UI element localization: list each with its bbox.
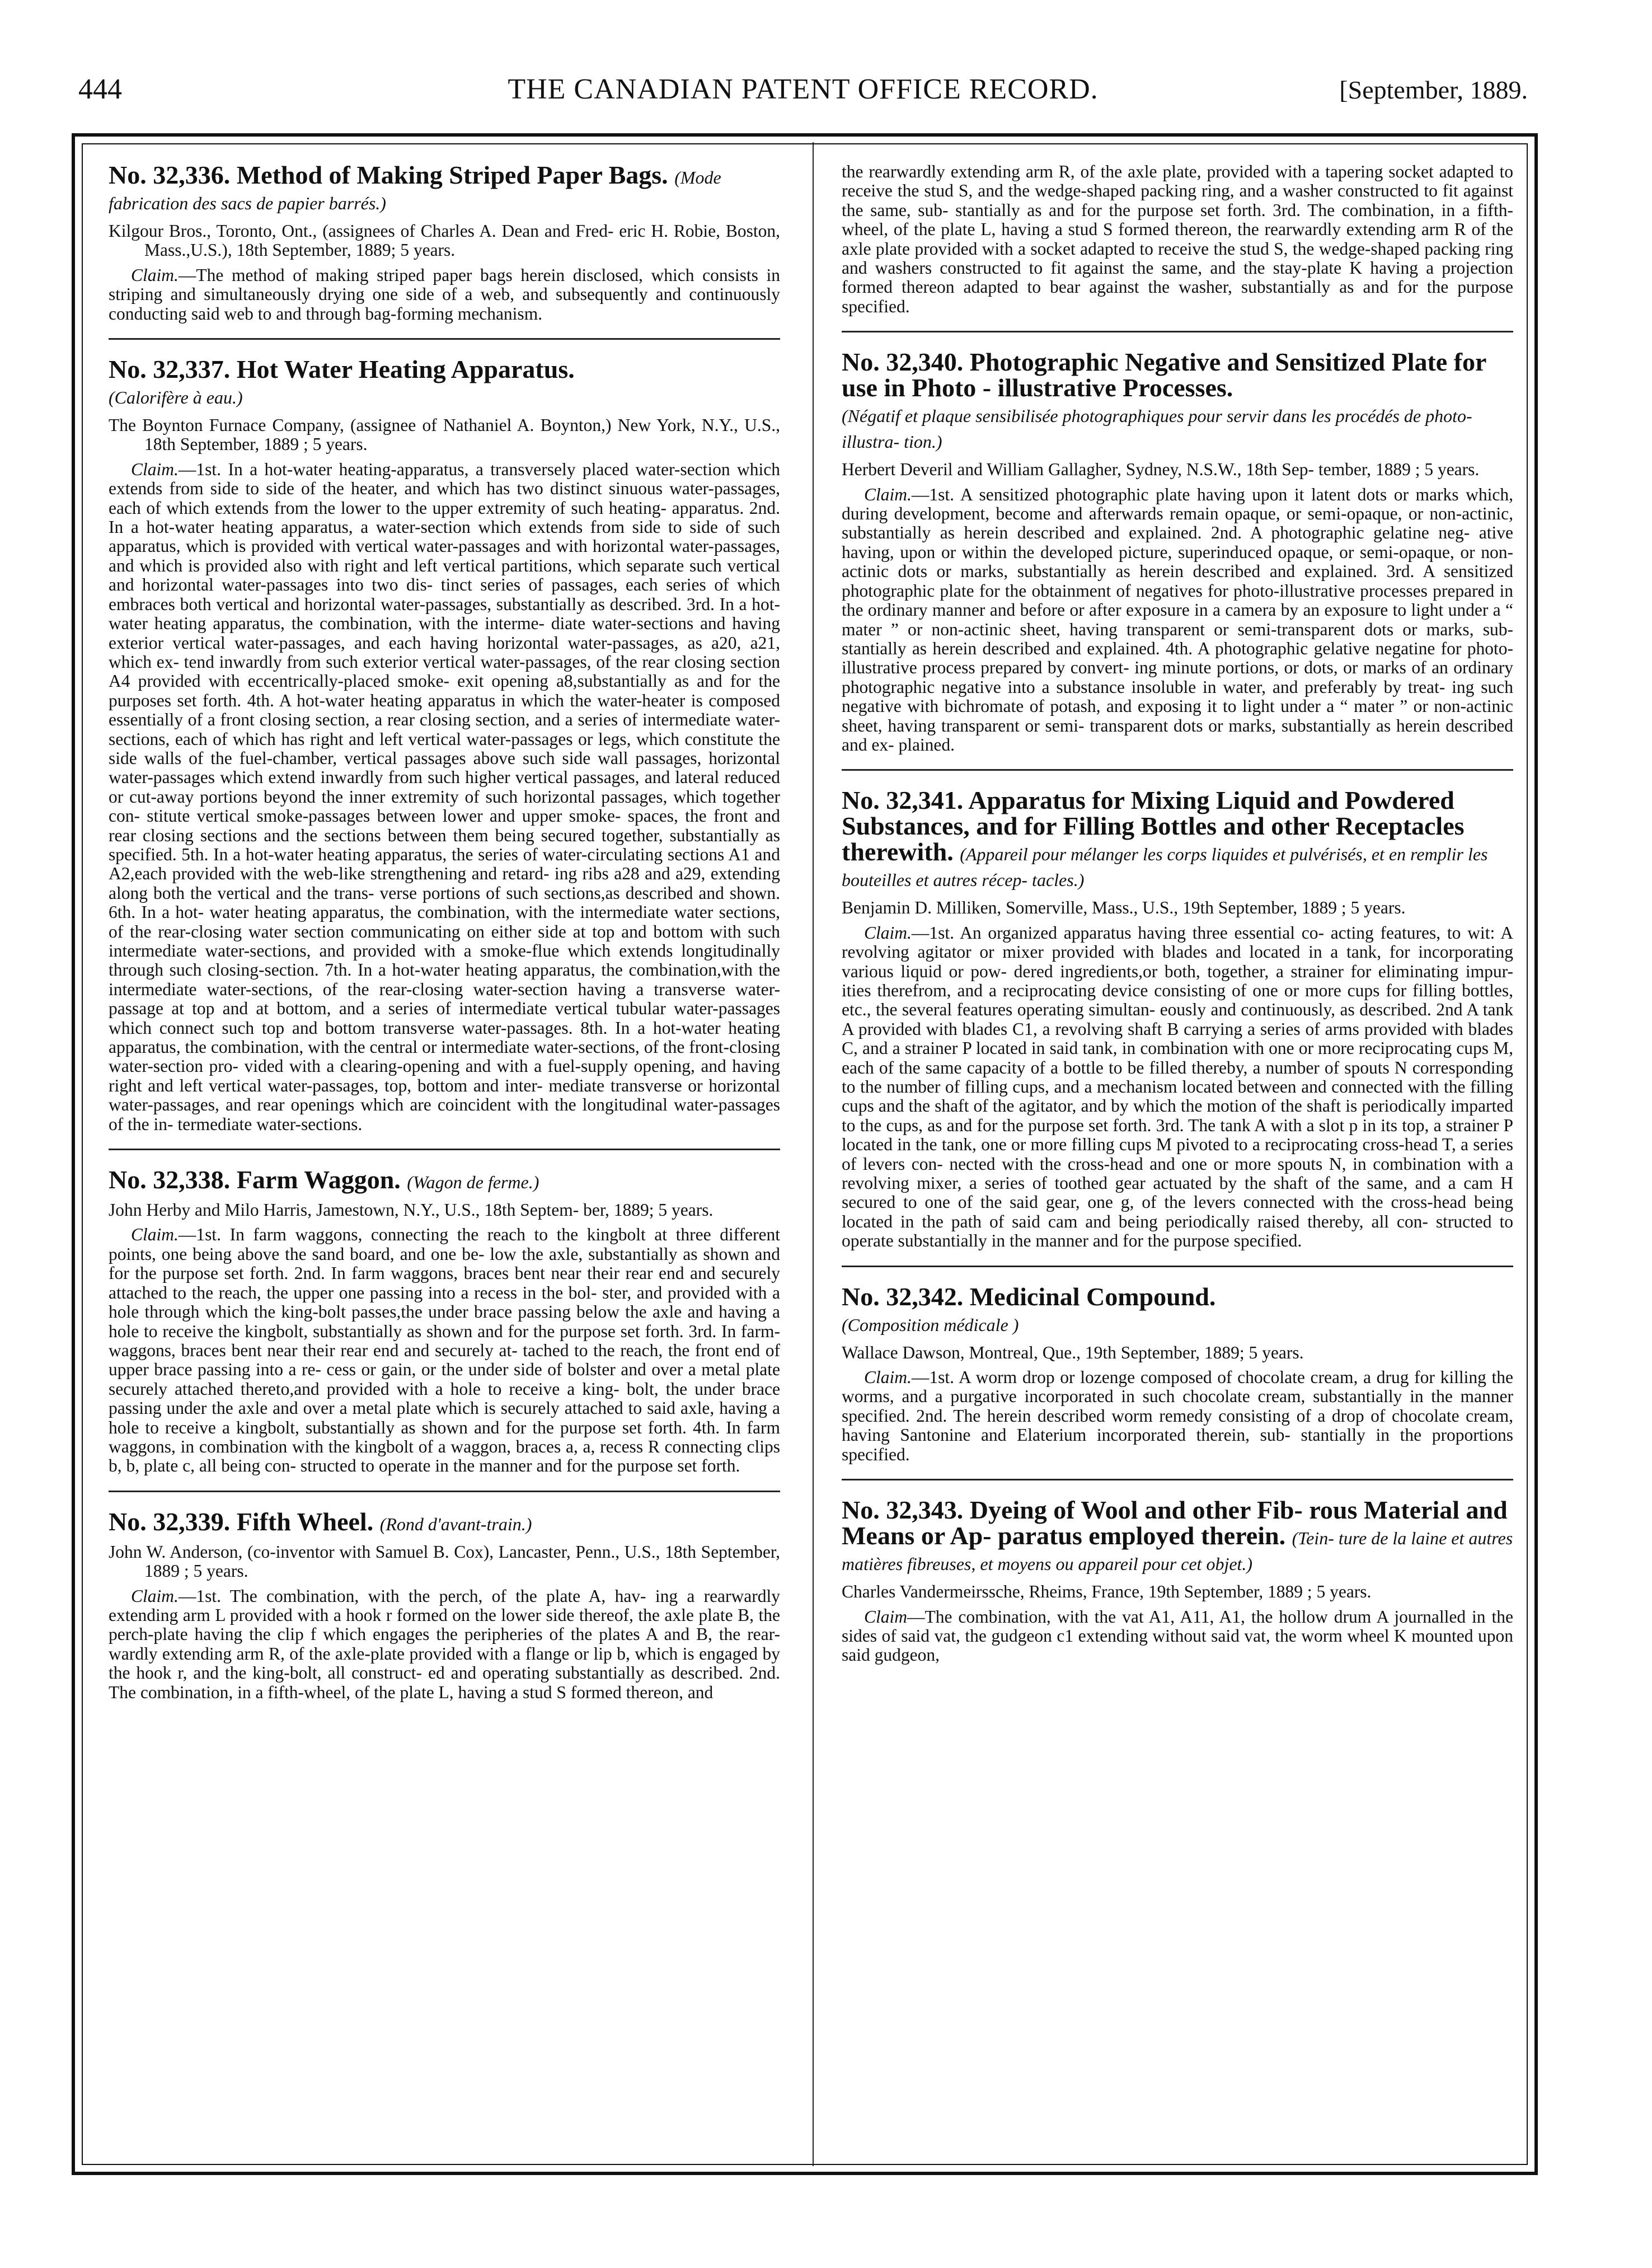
entry-french-title: (Composition médicale ) (842, 1314, 1019, 1335)
entry-number: No. 32,340. (842, 348, 964, 377)
patent-entry-32337 (109, 357, 780, 1134)
page-title: THE CANADIAN PATENT OFFICE RECORD. (508, 73, 1099, 105)
entry-heading (842, 349, 1513, 452)
patent-entry-32336 (109, 162, 780, 324)
patent-entry-32342 (842, 1284, 1513, 1464)
entry-number: No. 32,341. (842, 786, 964, 815)
entry-claim (109, 266, 780, 324)
entry-claim (842, 1368, 1513, 1464)
entry-french-title: (Calorifère à eau.) (109, 387, 243, 408)
entry-french-title: (Appareil pour mélanger les corps liquides et pulvérisés, et en remplir les bouteilles et autres récep- tacles.) (842, 844, 1488, 891)
claim-label: Claim. (131, 459, 179, 479)
entry-title: Medicinal Compound. (969, 1282, 1216, 1311)
claim-label: Claim. (131, 265, 179, 285)
claim-continuation: the rearwardly extending arm R, of the axle plate, provided with a tapering socket adapted to receive the stud S, and the wedge-shaped packing ring, and a washer constructed to fit against the same, sub- stantially as and for the purpose set forth. 3rd. The combination, in a fifth-wheel, of the plate L, having a stud S formed thereon, the rearwardly extending arm R of the axle plate provided with a socket adapted to receive the stud S, the wedge-shaped packing ring and washers constructed to fit against the same, and the stay-plate K having a projection formed thereon adapted to bear against the washer, substantially as and for the purpose specified. (842, 162, 1513, 316)
claim-text: —The method of making striped paper bags herein disclosed, which consists in striping and simultaneously drying one side of a web, and subsequently and continuously conducting said web to and through bag-forming mechanism. (109, 265, 780, 324)
page-date: [September, 1889. (1339, 76, 1528, 104)
entry-heading (109, 1167, 780, 1193)
page-frame (72, 133, 1538, 2175)
entry-number: No. 32,338. (109, 1165, 231, 1194)
claim-label: Claim (864, 1606, 908, 1627)
entry-separator (842, 1266, 1513, 1267)
entry-heading (842, 788, 1513, 891)
patent-entry-32339 (109, 1509, 780, 1702)
entry-applicant: Charles Vandermeirssche, Rheims, France, 19th September, 1889 ; 5 years. (842, 1582, 1372, 1602)
entry-title: Fifth Wheel. (236, 1507, 374, 1536)
entry-separator (842, 331, 1513, 332)
entry-separator (109, 1149, 780, 1150)
entry-french-title: (Wagon de ferme.) (407, 1172, 539, 1193)
entry-applicant: Wallace Dawson, Montreal, Que., 19th September, 1889; 5 years. (842, 1342, 1304, 1362)
entry-heading (109, 357, 780, 408)
patent-entry-32343 (842, 1497, 1513, 1665)
entry-number: No. 32,342. (842, 1282, 964, 1311)
entry-french-title: (Rond d'avant-train.) (379, 1513, 532, 1534)
entry-title: Photographic Negative and Sensitized Plate for use in Photo - illustrative Processes. (842, 348, 1486, 402)
left-column (109, 162, 780, 1702)
entry-number: No. 32,339. (109, 1507, 231, 1536)
patent-entry-32340 (842, 349, 1513, 755)
entry-french-title: (Tein- ture de la laine et autres matières fibreuses, et moyens ou appareil pour cet objet.) (842, 1528, 1513, 1575)
entry-french-title: (Mode fabrication des sacs de papier barrés.) (109, 167, 721, 213)
claim-label: Claim. (864, 484, 912, 504)
patent-entry-32338 (109, 1167, 780, 1476)
entry-claim (109, 1587, 780, 1702)
entry-heading (109, 1509, 780, 1535)
entry-applicant: Benjamin D. Milliken, Somerville, Mass., U.S., 19th September, 1889 ; 5 years. (842, 898, 1406, 918)
entry-title: Hot Water Heating Apparatus. (236, 355, 575, 384)
entry-title: Method of Making Striped Paper Bags. (236, 161, 668, 189)
entry-heading (109, 162, 780, 214)
entry-title: Dyeing of Wool and other Fib- rous Material and Means or Ap- paratus employed therein. (842, 1496, 1508, 1550)
entry-claim (842, 924, 1513, 1251)
claim-label: Claim. (131, 1586, 179, 1606)
entry-separator (109, 1491, 780, 1492)
entry-claim (109, 1225, 780, 1475)
entry-heading (842, 1284, 1513, 1336)
claim-text: —1st. A sensitized photographic plate having upon it latent dots or marks which, during development, become and afterwards remain opaque, or semi-opaque, or non-actinic, substantially as herein described and explained. 2nd. A photographic gelatine neg- ative having, upon or within the developed picture, superinduced opaque, or semi-opaque, or non-actinic dots or marks, substantially as herein described and explained. 3rd. A sensitized photographic plate for the obtainment of negatives for photo-illustrative processes prepared in the ordinary manner and before or after exposure in a camera by an exposure to light under a “ mater ” or non-actinic sheet, having transparent or semi-transparent dots or marks, sub- stantially as herein described and explained. 4th. A photographic gelative negatine for photo-illustrative process prepared by convert- ing minute portions, or dots, or marks of an ordinary photographic negative into a substance insoluble in water, and preferably by treat- ing such negative with bichromate of potash, and exposing it to light under a “ mater ” or non-actinic sheet, having transparent or semi- transparent dots or marks, substantially as herein described and ex- plained. (842, 484, 1513, 755)
claim-text: —1st. An organized apparatus having three essential co- acting features, to wit: A revolving agitator or mixer provided with blades and located in a tank, for incorporating various liquid or pow- dered ingredients,or both, together, a strainer for eliminating impur- ities therefrom, and a reciprocating device consisting of one or more cups for filling bottles, etc., the several features operating simultan- eously and continuously, as described. 2nd A tank A provided with blades C1, a revolving shaft B carrying a series of arms provided with blades C, and a strainer P located in said tank, in combination with one or more reciprocating cups M, each of the same capacity of a bottle to be filled thereby, a number of spouts N corresponding to the number of filling cups, and a mechanism located between and connected with the filling cups and the shaft of the agitator, and by which the motion of the shaft is periodically imparted to the cups, as and for the purpose set forth. 3rd. The tank A with a slot p in its top, a strainer P located in the tank, one or more filling cups M pivoted to a reciprocating cross-head T, a series of levers con- nected with the cross-head and one or more spouts N, in combination with a revolving mixer, a series of toothed gear actuated by the shaft of the same, and a cam H secured to one of the said gear, one g, of the levers connected with the cross-head being located in the path of said cam and being periodically raised thereby, all con- structed to operate substantially in the manner and for the purpose specified. (842, 922, 1513, 1251)
entry-separator (109, 338, 780, 340)
page-number: 444 (78, 73, 122, 105)
entry-claim (842, 1608, 1513, 1665)
entry-applicant: Herbert Deveril and William Gallagher, Sydney, N.S.W., 18th Sep- tember, 1889 ; 5 years. (842, 460, 1480, 480)
claim-label: Claim. (864, 922, 912, 943)
patent-entry-32341 (842, 788, 1513, 1250)
claim-text: —The combination, with the vat A1, A11, A1, the hollow drum A journalled in the sides of said vat, the gudgeon c1 extending without said vat, the worm wheel K mounted upon said gudgeon, (842, 1606, 1513, 1665)
entry-number: No. 32,337. (109, 355, 231, 384)
claim-label: Claim. (864, 1367, 912, 1388)
entry-title: Farm Waggon. (236, 1165, 401, 1194)
page-header (78, 73, 1528, 118)
column-rule (813, 142, 814, 2166)
entry-applicant: John W. Anderson, (co-inventor with Samuel B. Cox), Lancaster, Penn., U.S., 18th September, 1889 ; 5 years. (109, 1541, 780, 1581)
right-column (842, 162, 1513, 1665)
entry-number: No. 32,336. (109, 161, 231, 189)
entry-applicant: Kilgour Bros., Toronto, Ont., (assignees of Charles A. Dean and Fred- eric H. Robie, Boston, Mass.,U.S.), 18th September, 1889; 5 years. (109, 221, 780, 260)
claim-text: —1st. The combination, with the perch, of the plate A, hav- ing a rearwardly extending arm L provided with a hook r formed on the lower side thereof, the axle plate B, the perch-plate having the clip f which engages the peripheries of the plates A and B, the rear- wardly extending arm R, of the axle-plate provided with a flange or lip b, which is engaged by the hook r, and the king-bolt, all construct- ed and operating substantially as described. 2nd. The combination, in a fifth-wheel, of the plate L, having a stud S formed thereon, and (109, 1586, 780, 1702)
entry-separator (842, 769, 1513, 771)
entry-separator (842, 1479, 1513, 1480)
entry-number: No. 32,343. (842, 1496, 964, 1525)
claim-text: —1st. In farm waggons, connecting the reach to the kingbolt at three different points, one being above the sand board, and one be- low the axle, substantially as shown and for the purpose set forth. 2nd. In farm waggons, braces bent near their rear end and securely attached to the reach, the upper one passing into a recess in the bol- ster, and provided with a hole through which the king-bolt passes,the under brace passing below the axle and having a hole to receive the kingbolt, substantially as shown and for the purpose set forth. 3rd. In farm-waggons, braces bent near their rear end and securely at- tached to the reach, the front end of upper brace passing into a re- cess or gain, or the under side of bolster and over a metal plate securely attached thereto,and provided with a hole to receive a king- bolt, the under brace passing under the axle and over a metal plate which is securely attached to said axle, having a hole to receive a kingbolt, substantially as shown and for the purpose set forth. 4th. In farm waggons, in combination with the kingbolt of a waggon, braces a, a, recess R connecting clips b, b, plate c, all being con- structed to operate in the manner and for the purpose set forth. (109, 1225, 780, 1476)
entry-french-title: (Négatif et plaque sensibilisée photographiques pour servir dans les procédés de photo-illustra- tion.) (842, 406, 1472, 452)
entry-title: Apparatus for Mixing Liquid and Powdered Substances, and for Filling Bottles and other Receptacles therewith. (842, 786, 1465, 866)
claim-text: —1st. A worm drop or lozenge composed of chocolate cream, a drug for killing the worms, and a purgative incorporated in such chocolate cream, substantially in the manner specified. 2nd. The herein described worm remedy consisting of a drop of chocolate cream, having Santonine and Elaterium incorporated therein, sub- stantially in the proportions specified. (842, 1367, 1513, 1464)
entry-applicant: The Boynton Furnace Company, (assignee of Nathaniel A. Boynton,) New York, N.Y., U.S., 18th September, 1889 ; 5 years. (109, 415, 780, 454)
entry-claim (842, 485, 1513, 755)
entry-claim (109, 460, 780, 1134)
claim-label: Claim. (131, 1225, 179, 1245)
entry-applicant: John Herby and Milo Harris, Jamestown, N.Y., U.S., 18th Septem- ber, 1889; 5 years. (109, 1200, 714, 1220)
entry-heading (842, 1497, 1513, 1575)
claim-text: —1st. In a hot-water heating-apparatus, a transversely placed water-section which extends from side to side of the heater, and which has two distinct sinuous water-passages, each of which extends from the lower to the upper extremity of such heating- apparatus. 2nd. In a hot-water heating apparatus, a water-section which extends from side to side of such apparatus, which is provided with vertical water-passages and with horizontal water-passages, and which is provided also with right and left vertical partitions, which separate such vertical and horizontal water-passages into two dis- tinct series of passages, each series of which embraces both vertical and horizontal water-passages, substantially as described. 3rd. In a hot-water heating apparatus, the combination, with the interme- diate water-sections and having exterior vertical water-passages, and each having horizontal water-passages, as a20, a21, which ex- tend inwardly from such exterior vertical water-passages, of the rear closing section A4 provided with eccentrically-placed smoke- exit opening a8,substantially as and for the purposes set forth. 4th. A hot-water heating apparatus in which the water-heater is composed essentially of a front closing section, a rear closing section, and a series of intermediate water-sections, each of which has right and left vertical water-passages or legs, which constitute the side walls of the fuel-chamber, vertical passages above such side wall passages, horizontal water-passages which extend inwardly from such higher vertical passages, and lateral reduced or cut-away portions beyond the inner extremity of such horizontal passages, which together con- stitute vertical smoke-passages between lower and upper smoke- spaces, the front and rear closing sections and the sections between them being secured together, substantially as specified. 5th. In a hot-water heating apparatus, the series of water-circulating sections A1 and A2,each provided with the web-like strengthening and retard- ing ribs a28 and a29, extending along both the vertical and the trans- verse portions of such sections,as described and shown. 6th. In a hot- water heating apparatus, the combination, with the intermediate water sections, of the rear-closing water section communicating on either side at top and bottom with such intermediate water-sections, and provided with a smoke-flue which extends longitudinally through such closing-section. 7th. In a hot-water heating apparatus, the combination,with the intermediate water-sections, of the rear-closing water-section having a transverse water-passage at top and at bottom, and a series of intermediate vertical tubular water-passages which connect such top and bottom transverse water-passages. 8th. In a hot-water heating apparatus, the combination, with the central or intermediate water-sections, of the front-closing water-section pro- vided with a clearing-opening and with a fuel-supply opening, and having right and left vertical water-passages, top, bottom and inter- mediate transverse or horizontal water-passages, and rear openings which are coincident with the longitudinal water-passages of the in- termediate water-sections. (109, 459, 780, 1134)
